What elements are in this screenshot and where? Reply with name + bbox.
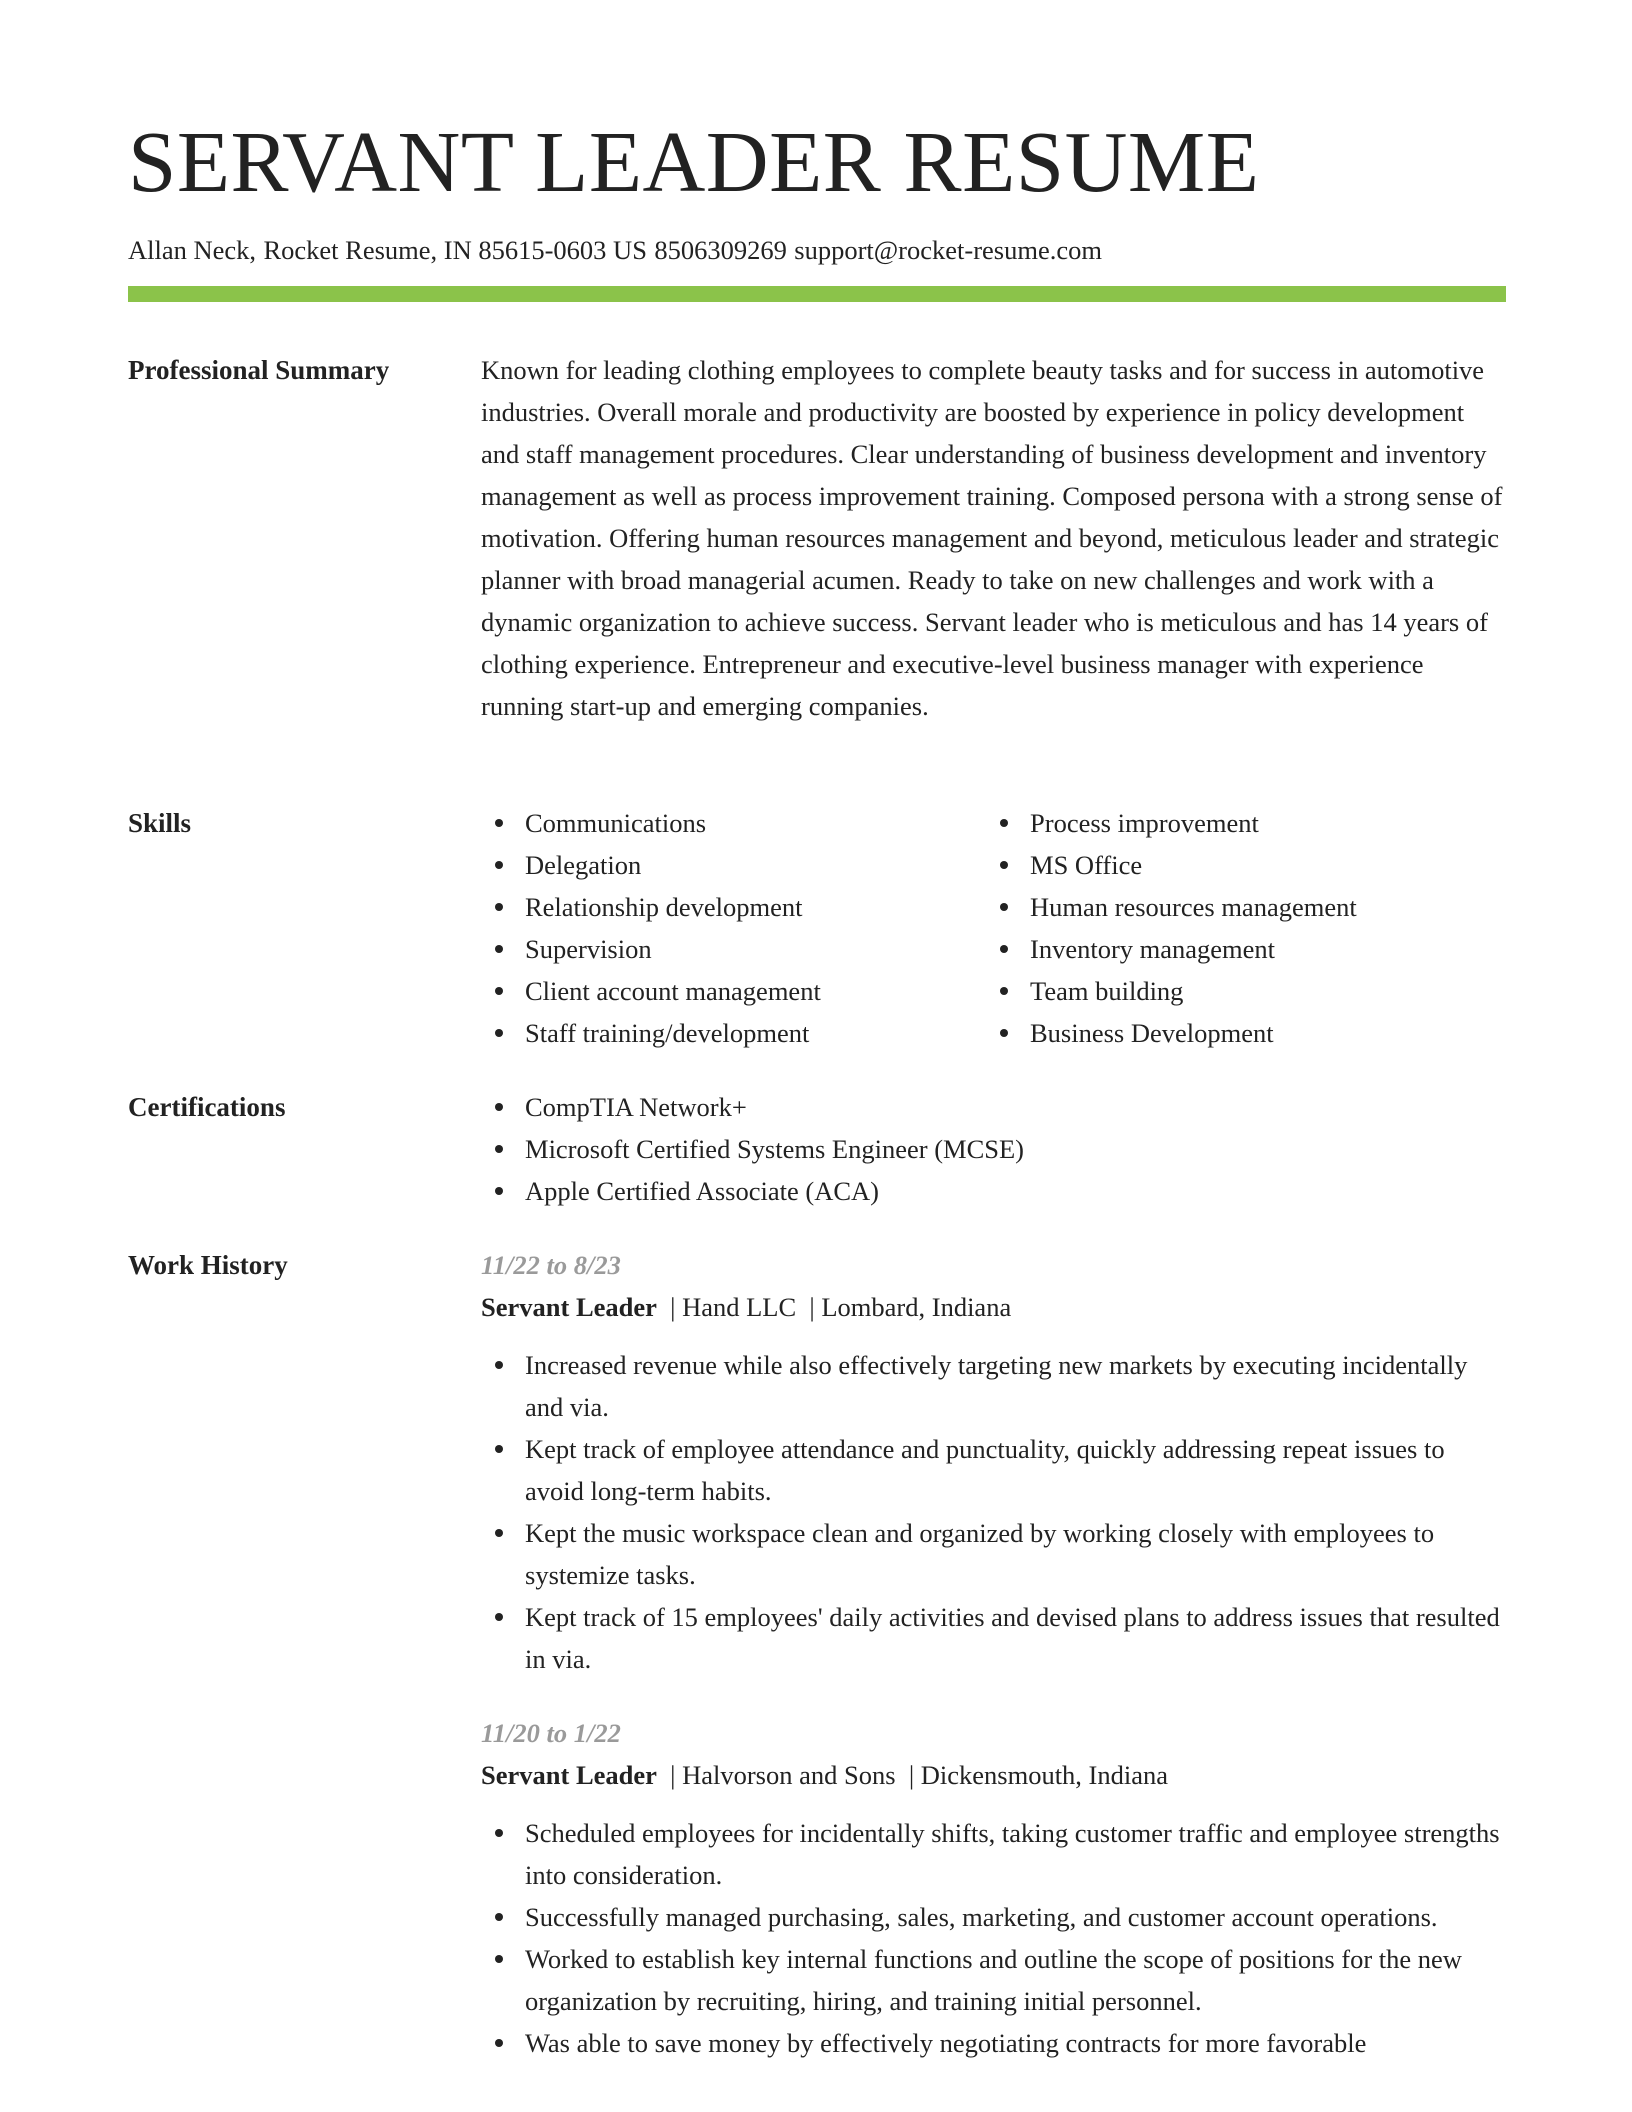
summary-text: Known for leading clothing employees to complete beauty tasks and for success in automotive industries. Overall morale and productivity are boosted by experience in policy development and staff management procedures. Clear understanding of business development and inventory management as well as process improvement training. Composed persona with a strong sense of motivation. Offering human resources management and beyond, meticulous leader and strategic planner with broad managerial acumen. Ready to take on new challenges and work with a dynamic organization to achieve success. Servant leader who is meticulous and has 14 years of clothing experience. Entrepreneur and executive-level business manager with experience running start-up and emerging companies. <box>481 355 1503 721</box>
section-label-skills: Skills <box>128 808 192 838</box>
list-item: Apple Certified Associate (ACA) <box>481 1170 1506 1212</box>
list-item: Successfully managed purchasing, sales, marketing, and customer account operations. <box>481 1896 1506 1938</box>
section-label-work-history: Work History <box>128 1250 288 1280</box>
list-item: CompTIA Network+ <box>481 1086 1506 1128</box>
job-heading <box>481 1754 1506 1796</box>
list-item: Scheduled employees for incidentally shifts, taking customer traffic and employee strengths into consideration. <box>481 1812 1506 1896</box>
certifications-list <box>481 1086 1506 1212</box>
job-bullets <box>481 1812 1506 2064</box>
section-label-certifications: Certifications <box>128 1092 286 1122</box>
job-dates: 11/20 to 1/22 <box>481 1718 621 1748</box>
list-item: Human resources management <box>986 886 1491 928</box>
contact-name: Allan Neck, <box>128 235 257 265</box>
contact-line <box>128 232 1102 268</box>
contact-address: Rocket Resume, IN 85615-0603 US <box>263 235 647 265</box>
job-separator: | <box>670 1292 676 1322</box>
job-location: Dickensmouth, Indiana <box>920 1760 1169 1790</box>
job-dates: 11/22 to 8/23 <box>481 1250 621 1280</box>
list-item: Process improvement <box>986 802 1491 844</box>
list-item: Relationship development <box>481 886 986 928</box>
job-company: Hand LLC <box>682 1292 797 1322</box>
job-company: Halvorson and Sons <box>682 1760 896 1790</box>
header-accent-rule <box>128 286 1506 302</box>
summary-body <box>481 349 1506 727</box>
list-item: Supervision <box>481 928 986 970</box>
job-location: Lombard, Indiana <box>821 1292 1012 1322</box>
skills-list-right <box>986 802 1491 1054</box>
list-item: Kept the music workspace clean and organized by working closely with employees to systemize tasks. <box>481 1512 1506 1596</box>
job-separator: | <box>908 1760 915 1790</box>
list-item: Microsoft Certified Systems Engineer (MCSE) <box>481 1128 1506 1170</box>
list-item: Worked to establish key internal functions and outline the scope of positions for the new organization by recruiting, hiring, and training initial personnel. <box>481 1938 1506 2022</box>
certifications-body <box>481 1086 1506 1212</box>
job-entry <box>481 1712 1506 2064</box>
contact-email: support@rocket-resume.com <box>794 235 1102 265</box>
list-item: Delegation <box>481 844 986 886</box>
job-entry <box>481 1244 1506 1680</box>
contact-phone: 8506309269 <box>654 235 787 265</box>
list-item: Business Development <box>986 1012 1491 1054</box>
resume-title: SERVANT LEADER RESUME <box>128 113 1260 210</box>
job-separator: | <box>809 1292 815 1322</box>
skills-body <box>481 802 1506 1054</box>
list-item: Staff training/development <box>481 1012 986 1054</box>
section-label-summary: Professional Summary <box>128 355 390 385</box>
list-item: Communications <box>481 802 986 844</box>
skills-list-left <box>481 802 986 1054</box>
list-item: Inventory management <box>986 928 1491 970</box>
list-item: MS Office <box>986 844 1491 886</box>
list-item: Client account management <box>481 970 986 1012</box>
job-title: Servant Leader <box>481 1292 657 1322</box>
list-item: Kept track of 15 employees' daily activities and devised plans to address issues that resulted in via. <box>481 1596 1506 1680</box>
job-separator: | <box>670 1760 676 1790</box>
list-item: Increased revenue while also effectively targeting new markets by executing incidentally and via. <box>481 1344 1506 1428</box>
job-heading <box>481 1286 1506 1328</box>
list-item: Kept track of employee attendance and punctuality, quickly addressing repeat issues to avoid long-term habits. <box>481 1428 1506 1512</box>
job-title: Servant Leader <box>481 1760 657 1790</box>
job-bullets <box>481 1344 1506 1680</box>
list-item: Team building <box>986 970 1491 1012</box>
list-item: Was able to save money by effectively negotiating contracts for more favorable <box>481 2022 1506 2064</box>
